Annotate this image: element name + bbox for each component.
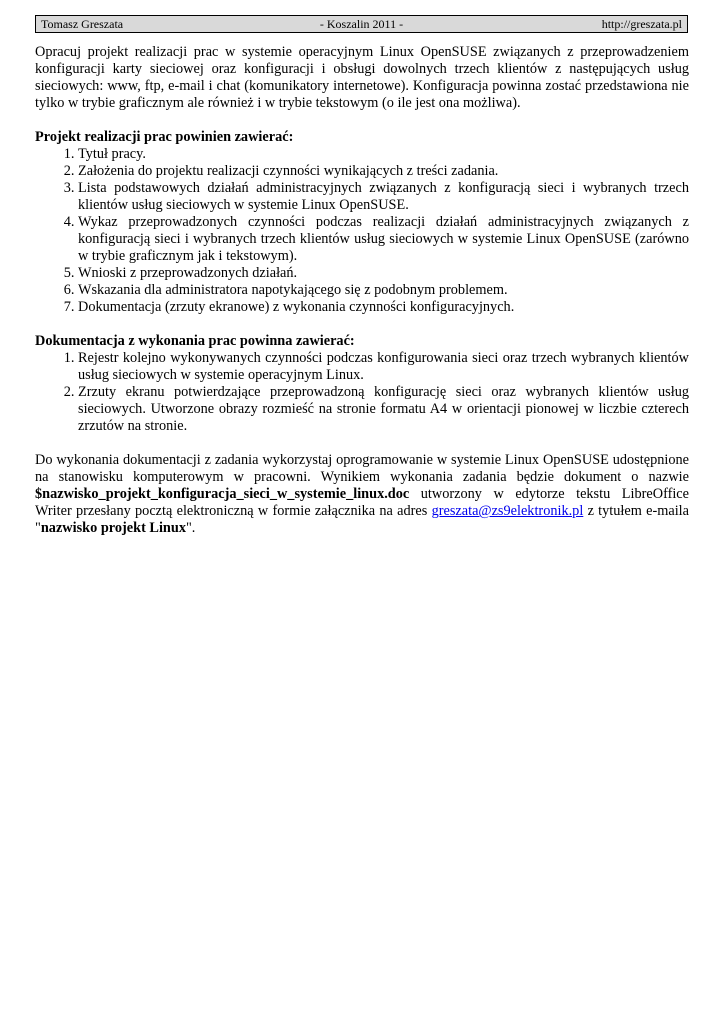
project-heading: Projekt realizacji prac powinien zawierać:	[35, 129, 294, 145]
docs-list	[35, 350, 689, 435]
document-filename: $nazwisko_projekt_konfiguracja_sieci_w_systemie_linux.doc	[35, 486, 410, 502]
list-item: 6. Wskazania dla administratora napotykającego się z podobnym problemem.	[78, 282, 689, 299]
intro-paragraph: Opracuj projekt realizacji prac w systemie operacyjnym Linux OpenSUSE związanych z przeprowadzeniem konfiguracji karty sieciowej oraz konfiguracji i obsługi dowolnych trzech klientów z następujących usług sieciowych: www, ftp, e-mail i chat (komunikatory internetowe). Konfiguracja powinna zostać przedstawiona nie tylko w trybie graficznym ale również i w trybie tekstowym (o ile jest ona możliwa).	[35, 44, 689, 111]
email-subject: nazwisko projekt Linux	[40, 520, 186, 536]
email-link[interactable]: greszata@zs9elektronik.pl	[431, 503, 584, 519]
list-item: 7. Dokumentacja (zrzuty ekranowe) z wykonania czynności konfiguracyjnych.	[78, 299, 689, 316]
header-url: http://greszata.pl	[601, 17, 682, 31]
closing-text-1: Do wykonania dokumentacji z zadania wykorzystaj oprogramowanie w systemie Linux OpenSUSE udostępnione na stanowisku komputerowym w pracowni. Wynikiem wykonania zadania będzie dokument o nazwie	[35, 452, 689, 485]
header-location-year: - Koszalin 2011 -	[319, 17, 404, 31]
list-item: 5. Wnioski z przeprowadzonych działań.	[78, 265, 689, 282]
closing-paragraph	[35, 452, 689, 537]
closing-text-2: utworzony w edytorze tekstu LibreOffice Writer przesłany pocztą elektroniczną w formie załącznika na adres	[35, 486, 689, 519]
project-list	[35, 146, 689, 316]
list-item: 4. Wykaz przeprowadzonych czynności podczas realizacji działań administracyjnych związanych z konfiguracją sieci i wybranych trzech klientów usług sieciowych w systemie Linux OpenSUSE (zarówno w trybie graficznym jak i tekstowym).	[78, 214, 689, 265]
page-header	[35, 15, 688, 33]
document-body	[35, 44, 689, 537]
closing-text-3: z tytułem e-maila "	[35, 503, 689, 536]
header-author: Tomasz Greszata	[41, 17, 124, 31]
list-item: 2. Zrzuty ekranu potwierdzające przeprowadzoną konfigurację sieci oraz wybranych klientów usług sieciowych. Utworzone obrazy rozmieść na stronie formatu A4 w orientacji pionowej w liczbie czterech zrzutów na stronie.	[78, 384, 689, 435]
docs-heading: Dokumentacja z wykonania prac powinna zawierać:	[35, 333, 355, 349]
list-item: 2. Założenia do projektu realizacji czynności wynikających z treści zadania.	[78, 163, 689, 180]
closing-text-4: ".	[185, 520, 196, 536]
list-item: 1. Rejestr kolejno wykonywanych czynności podczas konfigurowania sieci oraz trzech wybranych klientów usług sieciowych w systemie operacyjnym Linux.	[78, 350, 689, 384]
list-item: 3. Lista podstawowych działań administracyjnych związanych z konfiguracją sieci i wybranych trzech klientów usług sieciowych w systemie Linux OpenSUSE.	[78, 180, 689, 214]
list-item: 1. Tytuł pracy.	[78, 146, 689, 163]
